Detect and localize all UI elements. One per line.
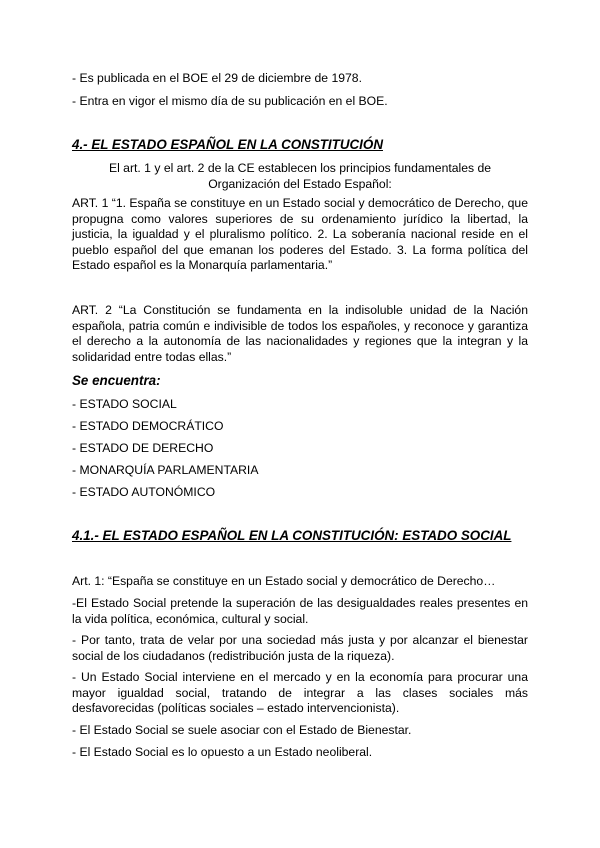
list-item-monarquia-parlamentaria: - MONARQUÍA PARLAMENTARIA — [72, 463, 259, 477]
section-4-intro: El art. 1 y el art. 2 de la CE establecen los principios fundamentales de Organización del Estado Español: — [108, 161, 492, 191]
intro-line-entry-into-force: - Entra en vigor el mismo día de su publicación en el BOE. — [72, 94, 388, 108]
se-encuentra-subheading: Se encuentra: — [72, 373, 161, 388]
paragraph-interviene-mercado: - Un Estado Social interviene en el mercado y en la economía para procurar una mayor igualdad social, tratando de integrar a las clases sociales más desfavorecidas (políticas sociales – estado intervencionista). — [72, 670, 528, 716]
intro-line-publication: - Es publicada en el BOE el 29 de diciembre de 1978. — [72, 71, 362, 85]
paragraph-estado-bienestar: - El Estado Social se suele asociar con el Estado de Bienestar. — [72, 723, 412, 737]
paragraph-sociedad-justa: - Por tanto, trata de velar por una sociedad más justa y por alcanzar el bienestar social de los ciudadanos (redistribución justa de la riqueza). — [72, 633, 528, 663]
article-1-text: ART. 1 “1. España se constituye en un Estado social y democrático de Derecho, que propugna como valores superiores de su ordenamiento jurídico la libertad, la justicia, la igualdad y el pluralismo político. 2. La soberanía nacional reside en el pueblo español del que emanan los poderes del Estado. 3. La forma política del Estado español es la Monarquía parlamentaria.” — [72, 196, 528, 273]
art-1-quote: Art. 1: “España se constituye en un Estado social y democrático de Derecho… — [72, 574, 496, 588]
list-item-estado-autonomico: - ESTADO AUTONÓMICO — [72, 485, 216, 499]
section-4-1-heading: 4.1.- EL ESTADO ESPAÑOL EN LA CONSTITUCIÓN: ESTADO SOCIAL — [72, 528, 512, 543]
paragraph-estado-neoliberal: - El Estado Social es lo opuesto a un Estado neoliberal. — [72, 745, 373, 759]
section-4-heading: 4.- EL ESTADO ESPAÑOL EN LA CONSTITUCIÓN — [72, 137, 383, 152]
list-item-estado-democratico: - ESTADO DEMOCRÁTICO — [72, 419, 224, 433]
list-item-estado-de-derecho: - ESTADO DE DERECHO — [72, 441, 214, 455]
article-2-text: ART. 2 “La Constitución se fundamenta en la indisoluble unidad de la Nación española, patria común e indivisible de todos los españoles, y reconoce y garantiza el derecho a la autonomía de las nacionalidades y regiones que la integran y la solidaridad entre todas ellas.” — [72, 303, 528, 364]
paragraph-desigualdades: -El Estado Social pretende la superación de las desigualdades reales presentes en la vida política, económica, cultural y social. — [72, 596, 528, 626]
list-item-estado-social: - ESTADO SOCIAL — [72, 397, 177, 411]
